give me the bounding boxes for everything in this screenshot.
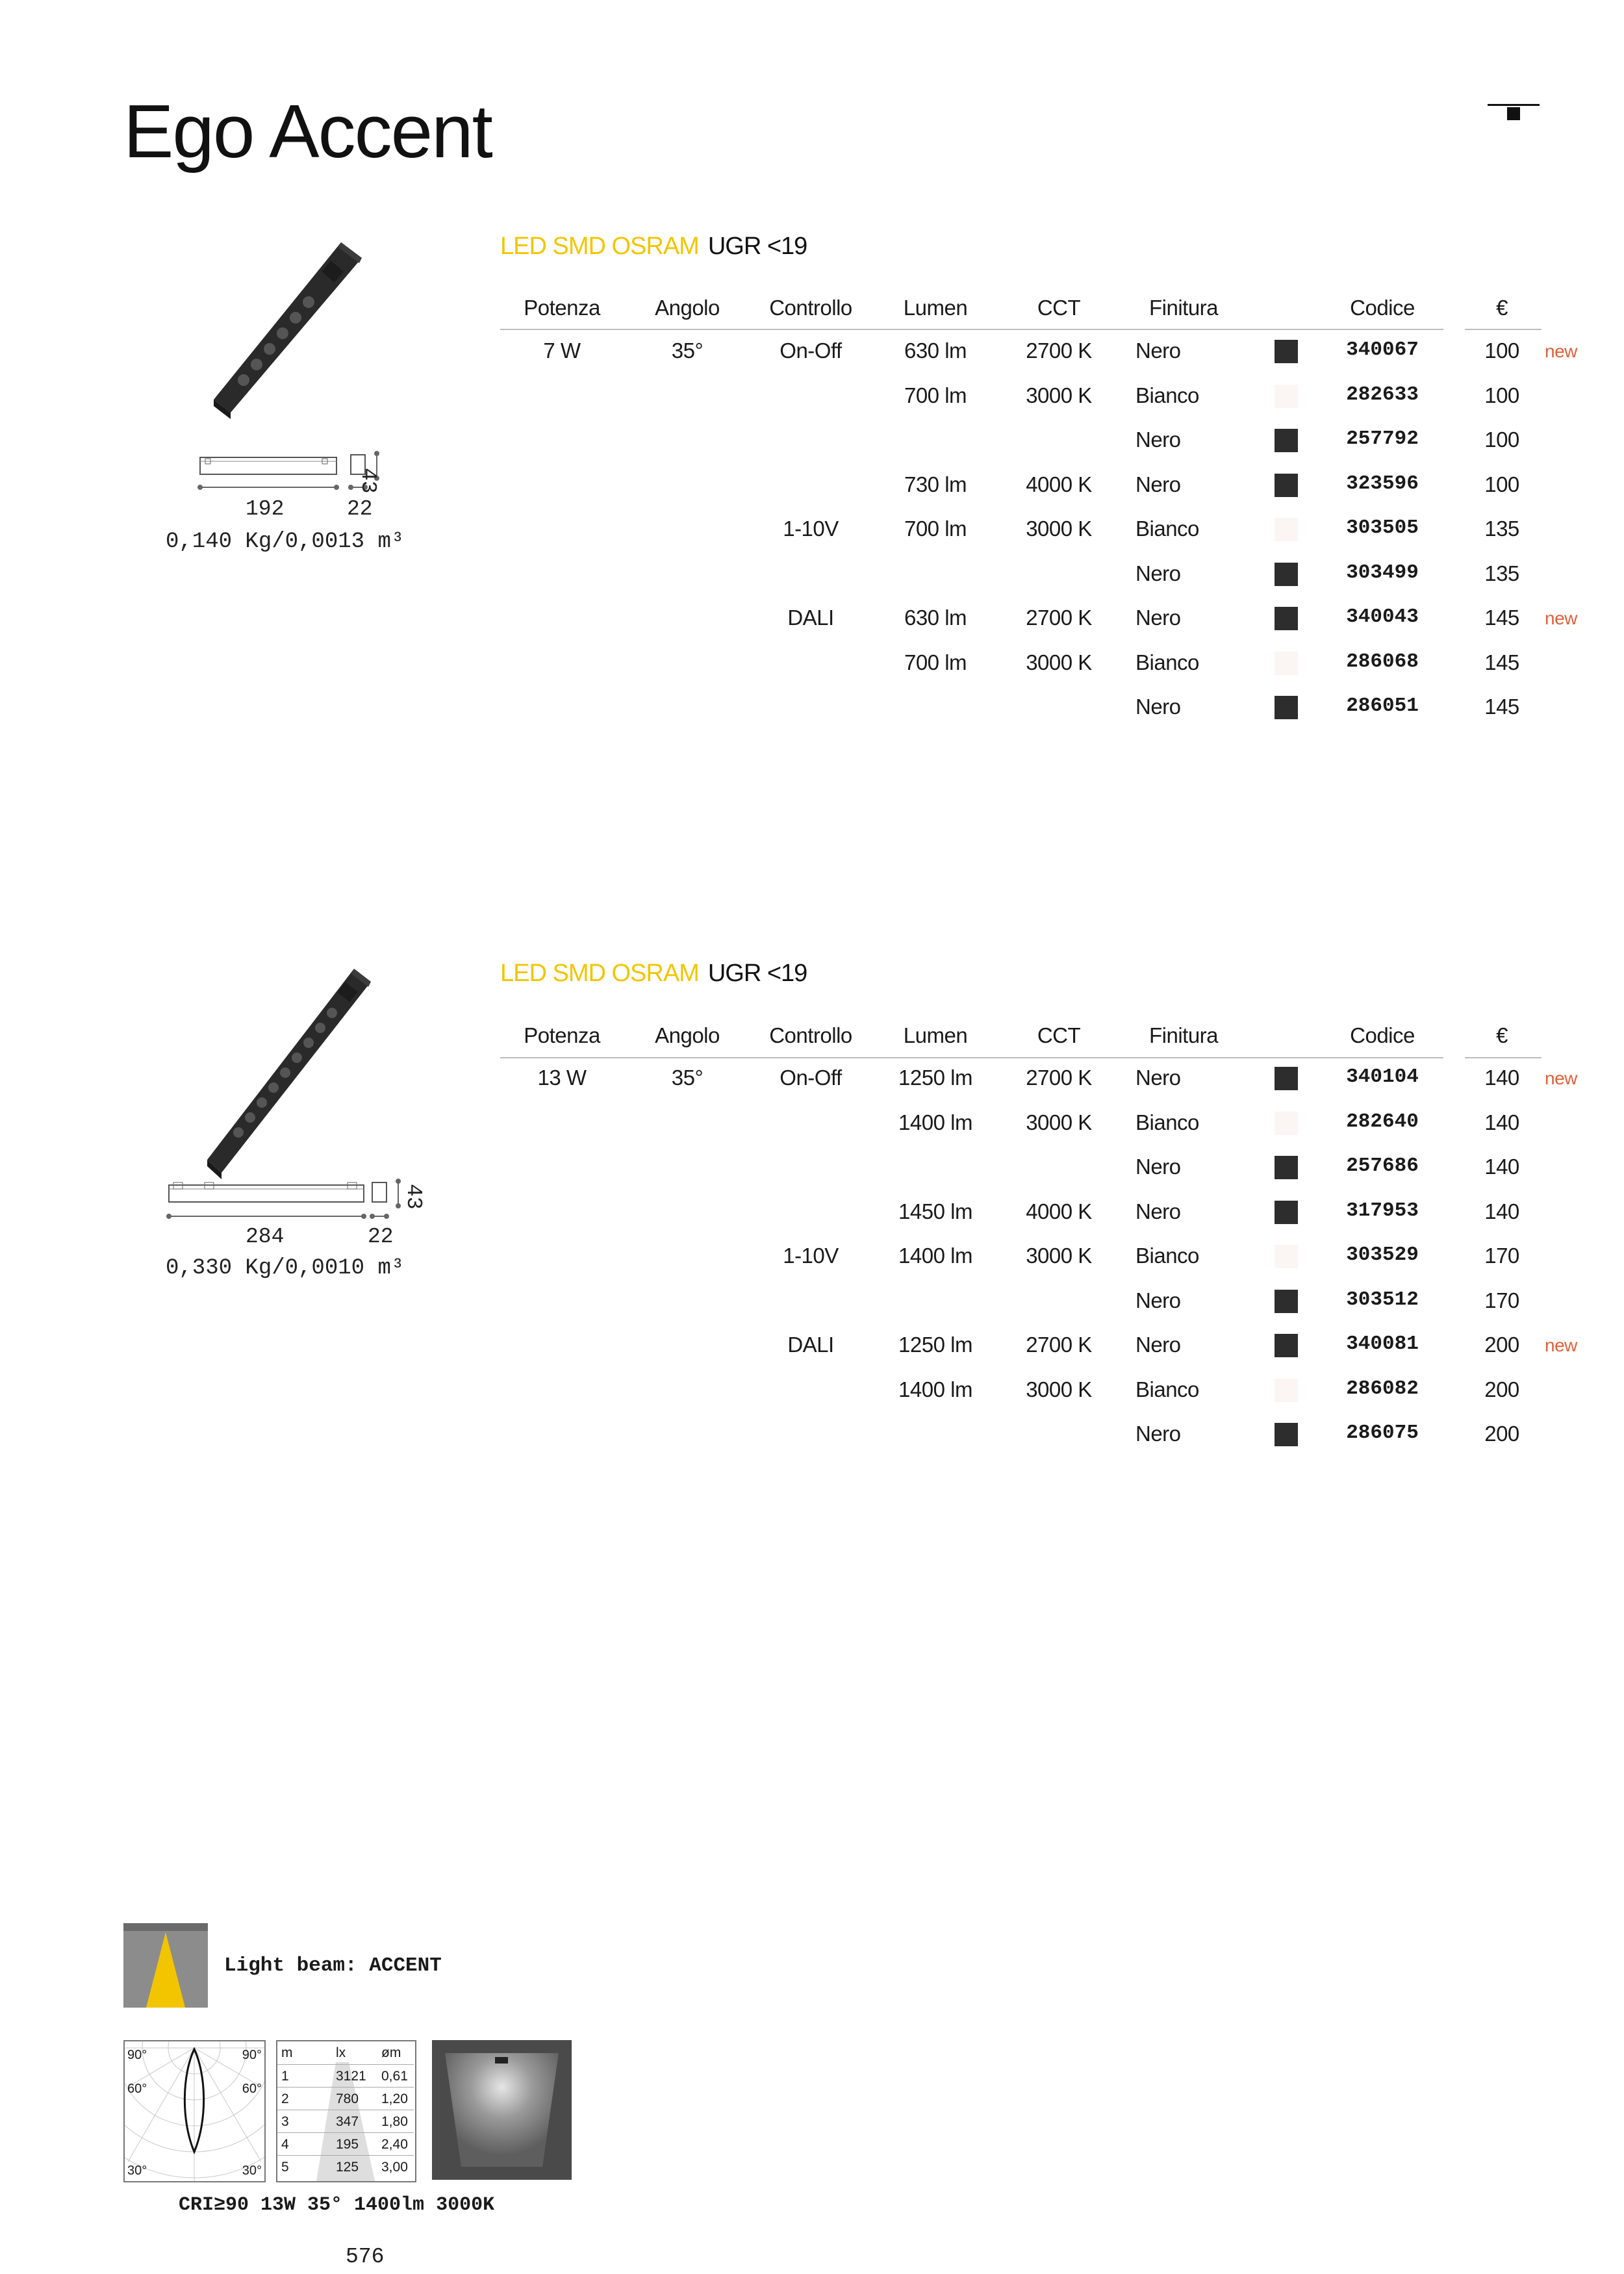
illuminance-row bbox=[277, 2132, 414, 2156]
cell-finitura: Bianco bbox=[1136, 517, 1199, 541]
weight-volume: 0,330 Kg/0,0010 m³ bbox=[166, 1256, 405, 1281]
cell-lumen: 1250 lm bbox=[898, 1066, 972, 1090]
cell-prezzo: 145 bbox=[1484, 695, 1519, 719]
cell-angolo: 35° bbox=[671, 1066, 704, 1090]
new-badge: new bbox=[1545, 1068, 1577, 1088]
illuminance-row bbox=[277, 2087, 414, 2110]
cell-lux: 347 bbox=[336, 2114, 359, 2129]
table-row bbox=[0, 1277, 1624, 1321]
cell-finitura: Nero bbox=[1136, 695, 1181, 719]
header-potenza: Potenza bbox=[524, 1023, 600, 1047]
cell-angolo: 35° bbox=[671, 339, 704, 363]
cell-lumen: 700 lm bbox=[904, 517, 967, 541]
cell-distance: 3 bbox=[281, 2114, 289, 2129]
cell-codice: 286068 bbox=[1346, 650, 1419, 673]
cell-lumen: 700 lm bbox=[904, 650, 967, 674]
cell-diameter: 1,80 bbox=[381, 2114, 408, 2129]
cell-prezzo: 100 bbox=[1484, 383, 1519, 407]
cell-cct: 3000 K bbox=[1026, 1377, 1092, 1401]
header-controllo: Controllo bbox=[769, 1023, 852, 1047]
table-row bbox=[0, 1143, 1624, 1187]
cell-finitura: Bianco bbox=[1136, 1244, 1199, 1268]
nero-finish-swatch bbox=[1275, 607, 1298, 630]
cell-lux: 3121 bbox=[336, 2069, 366, 2084]
light-beam-icon bbox=[123, 1923, 208, 2008]
bianco-finish-swatch bbox=[1275, 1245, 1298, 1268]
cell-diameter: 3,00 bbox=[381, 2160, 408, 2175]
cell-diameter: 0,61 bbox=[381, 2069, 408, 2084]
light-effect-image bbox=[432, 2040, 572, 2180]
cell-codice: 340043 bbox=[1346, 606, 1419, 628]
cell-codice: 323596 bbox=[1346, 472, 1419, 495]
cell-cct: 3000 K bbox=[1026, 1110, 1092, 1134]
cell-prezzo: 140 bbox=[1484, 1199, 1519, 1223]
ugr-rating: UGR <19 bbox=[707, 233, 807, 260]
table-row bbox=[0, 1232, 1624, 1276]
section-heading-13w bbox=[500, 960, 807, 988]
cell-cct: 4000 K bbox=[1026, 1199, 1092, 1223]
nero-finish-swatch bbox=[1275, 1334, 1298, 1357]
cell-cct: 2700 K bbox=[1026, 1066, 1092, 1090]
cell-prezzo: 100 bbox=[1484, 428, 1519, 452]
cell-codice: 286075 bbox=[1346, 1422, 1419, 1444]
table-header-13w bbox=[0, 1023, 1624, 1049]
cell-finitura: Nero bbox=[1136, 561, 1181, 585]
cell-prezzo: 135 bbox=[1484, 561, 1519, 585]
header-finitura: Finitura bbox=[1148, 296, 1219, 320]
header-angolo: Angolo bbox=[655, 1023, 720, 1047]
cell-diameter: 1,20 bbox=[381, 2091, 408, 2106]
header-codice: Codice bbox=[1350, 296, 1415, 320]
nero-finish-swatch bbox=[1275, 1156, 1298, 1179]
cell-finitura: Nero bbox=[1136, 1199, 1181, 1223]
table-row bbox=[0, 1054, 1624, 1098]
cell-prezzo: 170 bbox=[1484, 1244, 1519, 1268]
ugr-rating: UGR <19 bbox=[707, 960, 807, 987]
cell-lumen: 630 lm bbox=[904, 339, 967, 363]
dim-length: 284 bbox=[246, 1225, 285, 1249]
bianco-finish-swatch bbox=[1275, 1112, 1298, 1135]
led-technology: LED SMD OSRAM bbox=[500, 960, 699, 987]
cell-finitura: Nero bbox=[1136, 472, 1181, 496]
led-technology: LED SMD OSRAM bbox=[500, 233, 699, 260]
nero-finish-swatch bbox=[1275, 340, 1298, 363]
spec-line: CRI≥90 13W 35° 1400lm 3000K bbox=[179, 2194, 495, 2216]
header-cct: CCT bbox=[1037, 296, 1081, 320]
dim-height: 43 bbox=[401, 1184, 425, 1210]
cell-codice: 340081 bbox=[1346, 1333, 1419, 1355]
cell-distance: 2 bbox=[281, 2091, 289, 2106]
angle-label-90-left: 90° bbox=[127, 2048, 147, 2062]
cell-codice: 303512 bbox=[1346, 1288, 1419, 1311]
weight-volume: 0,140 Kg/0,0013 m³ bbox=[166, 530, 405, 554]
cell-prezzo: 135 bbox=[1484, 517, 1519, 541]
cell-codice: 303529 bbox=[1346, 1244, 1419, 1266]
header-controllo: Controllo bbox=[769, 296, 852, 320]
cell-prezzo: 100 bbox=[1484, 339, 1519, 363]
table-row bbox=[0, 639, 1624, 683]
nero-finish-swatch bbox=[1275, 429, 1298, 452]
cell-lumen: 1400 lm bbox=[898, 1377, 972, 1401]
nero-finish-swatch bbox=[1275, 1201, 1298, 1224]
cell-lumen: 1450 lm bbox=[898, 1199, 972, 1223]
cell-prezzo: 200 bbox=[1484, 1377, 1519, 1401]
cell-finitura: Bianco bbox=[1136, 383, 1199, 407]
nero-finish-swatch bbox=[1275, 696, 1298, 719]
cell-lumen: 730 lm bbox=[904, 472, 967, 496]
cell-cct: 4000 K bbox=[1026, 472, 1092, 496]
header-lumen: Lumen bbox=[903, 1023, 968, 1047]
nero-finish-swatch bbox=[1275, 563, 1298, 586]
section-heading-7w bbox=[500, 233, 807, 261]
header-prezzo: € bbox=[1496, 296, 1508, 320]
header-prezzo: € bbox=[1496, 1023, 1508, 1047]
header-lumen: Lumen bbox=[903, 296, 968, 320]
cell-codice: 257686 bbox=[1346, 1155, 1419, 1177]
cell-codice: 282633 bbox=[1346, 383, 1419, 406]
cell-potenza: 13 W bbox=[537, 1066, 587, 1090]
cell-diameter: 2,40 bbox=[381, 2137, 408, 2152]
cell-controllo: On-Off bbox=[780, 1066, 842, 1090]
cell-cct: 3000 K bbox=[1026, 383, 1092, 407]
cell-lux: 125 bbox=[336, 2160, 359, 2175]
cell-lux: 780 bbox=[336, 2091, 359, 2106]
cell-cct: 2700 K bbox=[1026, 606, 1092, 630]
illuminance-table bbox=[276, 2040, 416, 2182]
header-potenza: Potenza bbox=[524, 296, 600, 320]
cell-prezzo: 140 bbox=[1484, 1066, 1519, 1090]
cell-codice: 340104 bbox=[1346, 1066, 1419, 1088]
bianco-finish-swatch bbox=[1275, 518, 1298, 541]
illuminance-header bbox=[277, 2041, 414, 2064]
table-row bbox=[0, 1321, 1624, 1365]
cell-codice: 303499 bbox=[1346, 561, 1419, 584]
bianco-finish-swatch bbox=[1275, 652, 1298, 675]
cell-codice: 340067 bbox=[1346, 339, 1419, 361]
cell-distance: 1 bbox=[281, 2069, 289, 2084]
light-beam-label: Light beam: ACCENT bbox=[224, 1954, 442, 1977]
header-codice: Codice bbox=[1350, 1023, 1415, 1047]
cell-finitura: Nero bbox=[1136, 339, 1181, 363]
cell-lux: lx bbox=[336, 2045, 346, 2060]
cell-finitura: Nero bbox=[1136, 1066, 1181, 1090]
cell-prezzo: 145 bbox=[1484, 606, 1519, 630]
cell-controllo: 1-10V bbox=[783, 517, 839, 541]
header-finitura: Finitura bbox=[1148, 1023, 1219, 1047]
nero-finish-swatch bbox=[1275, 1290, 1298, 1313]
cell-controllo: 1-10V bbox=[783, 1244, 839, 1268]
cell-potenza: 7 W bbox=[543, 339, 581, 363]
cell-lumen: 1400 lm bbox=[898, 1244, 972, 1268]
cell-finitura: Nero bbox=[1136, 606, 1181, 630]
cell-prezzo: 140 bbox=[1484, 1155, 1519, 1179]
cell-prezzo: 100 bbox=[1484, 472, 1519, 496]
cell-cct: 3000 K bbox=[1026, 517, 1092, 541]
table-row bbox=[0, 1410, 1624, 1454]
angle-label-60-left: 60° bbox=[127, 2082, 147, 2096]
table-row bbox=[0, 594, 1624, 638]
cell-codice: 286082 bbox=[1346, 1377, 1419, 1400]
page-number: 576 bbox=[346, 2245, 385, 2269]
table-row bbox=[0, 1366, 1624, 1410]
cell-cct: 2700 K bbox=[1026, 1333, 1092, 1357]
cell-finitura: Bianco bbox=[1136, 1110, 1199, 1134]
table-row bbox=[0, 327, 1624, 371]
cell-lux: 195 bbox=[336, 2137, 359, 2152]
table-row bbox=[0, 461, 1624, 505]
cell-lumen: 630 lm bbox=[904, 606, 967, 630]
cell-finitura: Nero bbox=[1136, 1333, 1181, 1357]
cell-distance: 4 bbox=[281, 2137, 289, 2152]
cell-distance: m bbox=[281, 2045, 293, 2060]
cell-prezzo: 145 bbox=[1484, 650, 1519, 674]
cell-prezzo: 200 bbox=[1484, 1422, 1519, 1446]
cell-finitura: Nero bbox=[1136, 1155, 1181, 1179]
cell-codice: 257792 bbox=[1346, 428, 1419, 450]
cell-finitura: Nero bbox=[1136, 1422, 1181, 1446]
table-row bbox=[0, 550, 1624, 594]
dim-width: 22 bbox=[347, 497, 373, 521]
page-title: Ego Accent bbox=[123, 89, 492, 173]
table-row bbox=[0, 372, 1624, 416]
bianco-finish-swatch bbox=[1275, 1379, 1298, 1402]
cell-lumen: 700 lm bbox=[904, 383, 967, 407]
cell-controllo: DALI bbox=[787, 606, 834, 630]
nero-finish-swatch bbox=[1275, 1067, 1298, 1090]
cell-prezzo: 200 bbox=[1484, 1333, 1519, 1357]
cell-codice: 303505 bbox=[1346, 517, 1419, 539]
cell-finitura: Bianco bbox=[1136, 650, 1199, 674]
table-row bbox=[0, 1099, 1624, 1143]
cell-finitura: Nero bbox=[1136, 1288, 1181, 1312]
illuminance-row bbox=[277, 2155, 414, 2178]
angle-label-30-left: 30° bbox=[127, 2164, 147, 2178]
cell-diameter: øm bbox=[381, 2045, 401, 2060]
table-row bbox=[0, 1188, 1624, 1232]
cell-prezzo: 140 bbox=[1484, 1110, 1519, 1134]
new-badge: new bbox=[1545, 1335, 1577, 1355]
track-light-icon bbox=[1488, 104, 1540, 123]
cell-cct: 3000 K bbox=[1026, 650, 1092, 674]
bianco-finish-swatch bbox=[1275, 385, 1298, 408]
nero-finish-swatch bbox=[1275, 1423, 1298, 1446]
cell-cct: 3000 K bbox=[1026, 1244, 1092, 1268]
cell-distance: 5 bbox=[281, 2160, 289, 2175]
cell-cct: 2700 K bbox=[1026, 339, 1092, 363]
cell-prezzo: 170 bbox=[1484, 1288, 1519, 1312]
nero-finish-swatch bbox=[1275, 474, 1298, 497]
cell-lumen: 1250 lm bbox=[898, 1333, 972, 1357]
header-cct: CCT bbox=[1037, 1023, 1081, 1047]
header-angolo: Angolo bbox=[655, 296, 720, 320]
table-header-7w bbox=[0, 296, 1624, 322]
cell-finitura: Nero bbox=[1136, 428, 1181, 452]
dim-width: 22 bbox=[368, 1225, 394, 1249]
cell-codice: 286051 bbox=[1346, 695, 1419, 717]
new-badge: new bbox=[1545, 608, 1577, 628]
cell-controllo: On-Off bbox=[780, 339, 842, 363]
cell-codice: 282640 bbox=[1346, 1110, 1419, 1133]
dim-height: 43 bbox=[356, 468, 380, 494]
table-row bbox=[0, 505, 1624, 549]
angle-label-30-right: 30° bbox=[242, 2164, 262, 2178]
cell-codice: 317953 bbox=[1346, 1199, 1419, 1222]
cell-controllo: DALI bbox=[787, 1333, 834, 1357]
dim-length: 192 bbox=[246, 497, 285, 521]
new-badge: new bbox=[1545, 341, 1577, 361]
cell-lumen: 1400 lm bbox=[898, 1110, 972, 1134]
cell-finitura: Bianco bbox=[1136, 1377, 1199, 1401]
angle-label-60-right: 60° bbox=[242, 2082, 262, 2096]
illuminance-row bbox=[277, 2064, 414, 2088]
angle-label-90-right: 90° bbox=[242, 2048, 262, 2062]
polar-diagram bbox=[123, 2040, 266, 2182]
table-row bbox=[0, 416, 1624, 460]
illuminance-row bbox=[277, 2110, 414, 2133]
table-row bbox=[0, 683, 1624, 727]
